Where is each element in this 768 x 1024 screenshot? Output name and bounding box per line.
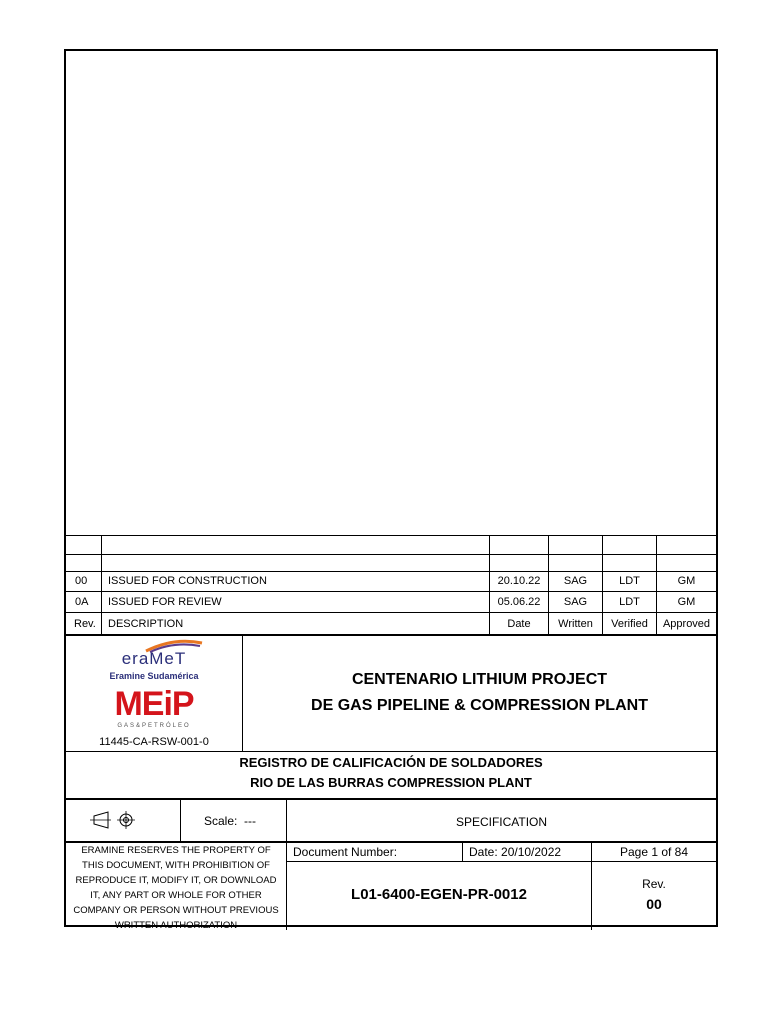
approved-cell: GM bbox=[677, 575, 696, 587]
verified-cell: LDT bbox=[619, 575, 640, 587]
date-header: Date bbox=[507, 618, 531, 630]
document-title-line2: RIO DE LAS BURRAS COMPRESSION PLANT bbox=[250, 775, 532, 790]
written-cell: SAG bbox=[563, 596, 588, 608]
scale-label-text: Scale: bbox=[204, 814, 238, 828]
rev-header: Rev. bbox=[74, 618, 96, 630]
document-title-line1: REGISTRO DE CALIFICACIÓN DE SOLDADORES bbox=[239, 755, 543, 770]
date-cell: 20.10.22 bbox=[497, 575, 541, 587]
rev-table-bottom-line bbox=[66, 634, 716, 636]
rev-table-line bbox=[66, 571, 716, 572]
approved-cell: GM bbox=[677, 596, 696, 608]
document-number-value: L01-6400-EGEN-PR-0012 bbox=[351, 886, 527, 903]
page-frame bbox=[64, 49, 718, 931]
rev-table-top-line bbox=[66, 535, 716, 536]
document-type: SPECIFICATION bbox=[455, 815, 548, 829]
project-title bbox=[243, 667, 716, 719]
date-cell: 05.06.22 bbox=[497, 596, 541, 608]
logo-code: 11445-CA-RSW-001-0 bbox=[99, 736, 209, 748]
meip-logo: MEiP bbox=[114, 685, 194, 723]
block-line bbox=[287, 861, 716, 862]
eramine-logo: Eramine Sudamérica bbox=[109, 671, 199, 681]
document-title bbox=[66, 753, 716, 793]
date-divider bbox=[462, 842, 463, 862]
meip-subtitle: GAS&PETRÓLEO bbox=[117, 723, 191, 729]
description-header: DESCRIPTION bbox=[108, 618, 184, 630]
written-header: Written bbox=[558, 618, 593, 630]
scale-divider bbox=[180, 800, 181, 842]
rev-cell: 0A bbox=[75, 596, 89, 608]
description-cell: ISSUED FOR REVIEW bbox=[108, 596, 222, 608]
rev-label: Rev. bbox=[642, 877, 666, 891]
rev-cell: 00 bbox=[75, 575, 88, 587]
rev-table-line bbox=[66, 591, 716, 592]
project-title-line2: DE GAS PIPELINE & COMPRESSION PLANT bbox=[311, 697, 648, 714]
projection-symbol-icon bbox=[90, 809, 136, 831]
scale-label bbox=[204, 813, 256, 829]
eramet-logo: eraMeT bbox=[121, 649, 187, 668]
property-notice: ERAMINE RESERVES THE PROPERTY OF THIS DOCUMENT, WITH PROHIBITION OF REPRODUCE IT, MODIFY IT, OR DOWNLOAD IT, ANY PART OR WHOLE FOR OTHER COMPANY OR PERSON WITHOUT PREVIOUS WRITTEN AUTHORIZATION bbox=[73, 845, 279, 931]
written-cell: SAG bbox=[563, 575, 588, 587]
approved-header: Approved bbox=[662, 618, 711, 630]
verified-header: Verified bbox=[611, 618, 648, 630]
document-number-label: Document Number: bbox=[293, 845, 398, 859]
scale-value: --- bbox=[244, 814, 257, 828]
rev-table-line bbox=[66, 554, 716, 555]
rev-table-line bbox=[66, 612, 716, 613]
document-date: Date: 20/10/2022 bbox=[469, 845, 562, 859]
rev-value: 00 bbox=[646, 896, 662, 912]
page-number: Page 1 of 84 bbox=[619, 845, 689, 859]
logo-area bbox=[66, 637, 242, 751]
verified-cell: LDT bbox=[619, 596, 640, 608]
block-line bbox=[66, 751, 716, 752]
rev-col-line bbox=[101, 535, 102, 635]
description-cell: ISSUED FOR CONSTRUCTION bbox=[108, 575, 267, 587]
project-title-line1: CENTENARIO LITHIUM PROJECT bbox=[351, 671, 608, 688]
block-line bbox=[66, 798, 716, 800]
